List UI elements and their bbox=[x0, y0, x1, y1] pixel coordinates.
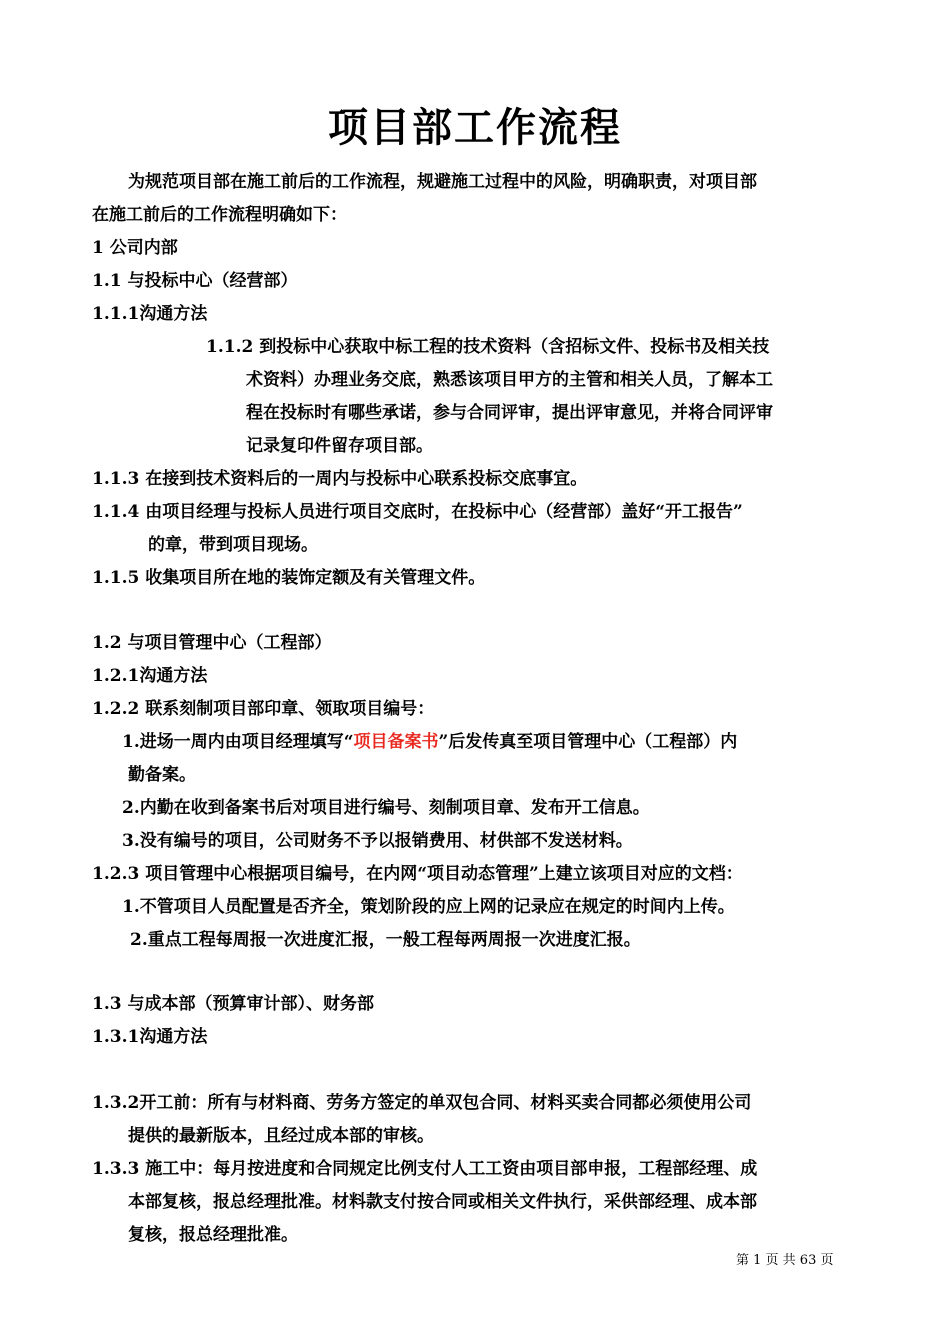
item-1-3-2-line-1: 1.3.2开工前：所有与材料商、劳务方签定的单双包合同、材料买卖合同都必须使用公司 bbox=[92, 1093, 752, 1113]
sub-1-text-a: 1.进场一周内由项目经理填写“ bbox=[122, 732, 354, 752]
item-1-2-2: 1.2.2 联系刻制项目部印章、领取项目编号： bbox=[92, 699, 435, 719]
item-1-2-3: 1.2.3 项目管理中心根据项目编号，在内网“项目动态管理”上建立该项目对应的文档： bbox=[92, 864, 743, 884]
section-1-2-heading: 1.2 与项目管理中心（工程部） bbox=[92, 633, 332, 653]
section-1-1-heading: 1.1 与投标中心（经营部） bbox=[92, 271, 298, 291]
item-1-2-3-sub-1: 1.不管项目人员配置是否齐全，策划阶段的应上网的记录应在规定的时间内上传。 bbox=[122, 897, 735, 917]
item-1-3-2-line-2: 提供的最新版本，且经过成本部的审核。 bbox=[128, 1126, 434, 1146]
item-1-3-1: 1.3.1沟通方法 bbox=[92, 1027, 208, 1047]
intro-line-2: 在施工前后的工作流程明确如下： bbox=[92, 205, 347, 225]
item-1-1-4-line-2: 的章，带到项目现场。 bbox=[148, 535, 318, 555]
item-1-1-1: 1.1.1沟通方法 bbox=[92, 304, 208, 324]
item-1-2-1: 1.2.1沟通方法 bbox=[92, 666, 208, 686]
page-number-footer: 第 1 页 共 63 页 bbox=[736, 1253, 834, 1268]
item-1-1-4-line-1: 1.1.4 由项目经理与投标人员进行项目交底时，在投标中心（经营部）盖好“开工报告” bbox=[92, 502, 743, 522]
item-1-1-2-line-3: 程在投标时有哪些承诺，参与合同评审，提出评审意见，并将合同评审 bbox=[246, 403, 773, 423]
item-1-1-2-line-2: 术资料）办理业务交底，熟悉该项目甲方的主管和相关人员，了解本工 bbox=[246, 370, 773, 390]
intro-line-1: 为规范项目部在施工前后的工作流程，规避施工过程中的风险，明确职责，对项目部 bbox=[128, 172, 757, 192]
item-1-1-2-line-1: 1.1.2 到投标中心获取中标工程的技术资料（含招标文件、投标书及相关技 bbox=[206, 337, 770, 357]
item-1-2-3-sub-2: 2.重点工程每周报一次进度汇报，一般工程每两周报一次进度汇报。 bbox=[130, 930, 641, 950]
page-title: 项目部工作流程 bbox=[328, 105, 622, 151]
item-1-1-3: 1.1.3 在接到技术资料后的一周内与投标中心联系投标交底事宜。 bbox=[92, 469, 588, 489]
item-1-2-2-sub-2: 2.内勤在收到备案书后对项目进行编号、刻制项目章、发布开工信息。 bbox=[122, 798, 650, 818]
item-1-2-2-sub-1-line-2: 勤备案。 bbox=[128, 765, 196, 785]
record-book-highlight: 项目备案书 bbox=[353, 732, 439, 752]
sub-1-text-b: ”后发传真至项目管理中心（工程部）内 bbox=[438, 732, 738, 752]
item-1-3-3-line-3: 复核，报总经理批准。 bbox=[128, 1225, 298, 1245]
item-1-3-3-line-1: 1.3.3 施工中：每月按进度和合同规定比例支付人工工资由项目部申报，工程部经理、成 bbox=[92, 1159, 758, 1179]
item-1-2-2-sub-3: 3.没有编号的项目，公司财务不予以报销费用、材供部不发送材料。 bbox=[122, 831, 633, 851]
section-1-heading: 1 公司内部 bbox=[92, 238, 178, 258]
item-1-1-5: 1.1.5 收集项目所在地的装饰定额及有关管理文件。 bbox=[92, 568, 486, 588]
item-1-3-3-line-2: 本部复核，报总经理批准。材料款支付按合同或相关文件执行，采供部经理、成本部 bbox=[128, 1192, 757, 1212]
section-1-3-heading: 1.3 与成本部（预算审计部）、财务部 bbox=[92, 994, 374, 1014]
item-1-1-2-line-4: 记录复印件留存项目部。 bbox=[246, 436, 433, 456]
item-1-2-2-sub-1 bbox=[122, 726, 737, 759]
